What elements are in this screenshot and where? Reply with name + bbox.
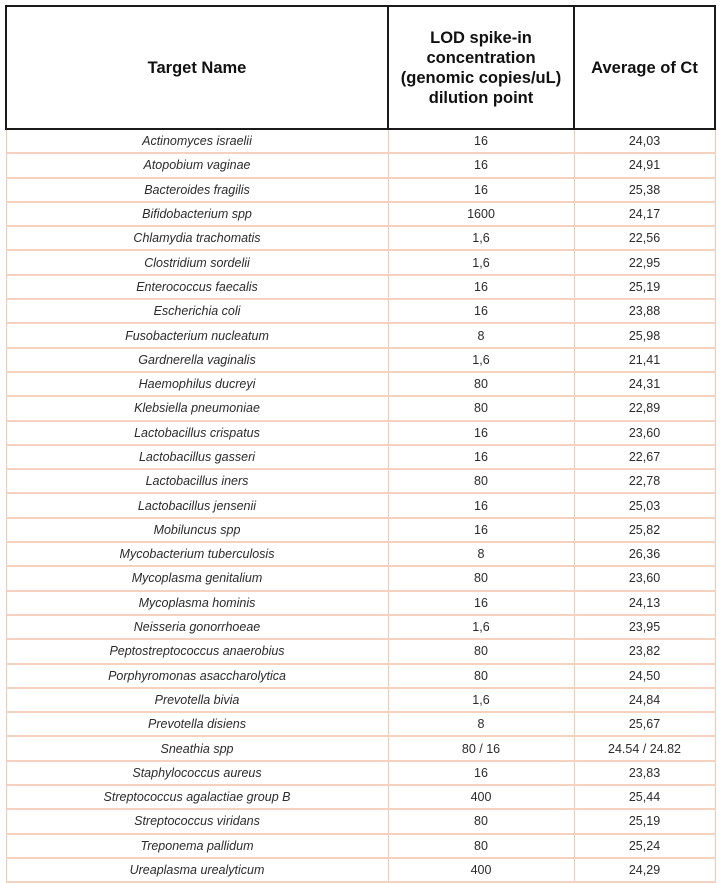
table-row bbox=[6, 396, 715, 420]
lod-value-cell: 16 bbox=[388, 178, 574, 202]
average-ct-cell: 24.54 / 24.82 bbox=[574, 736, 715, 760]
target-name-cell: Mobiluncus spp bbox=[6, 518, 388, 542]
average-ct-cell: 21,41 bbox=[574, 348, 715, 372]
table-row bbox=[6, 688, 715, 712]
target-name-cell: Staphylococcus aureus bbox=[6, 761, 388, 785]
target-name-cell: Lactobacillus jensenii bbox=[6, 493, 388, 517]
header-row bbox=[6, 6, 715, 129]
target-name-cell: Porphyromonas asaccharolytica bbox=[6, 664, 388, 688]
target-name-cell: Escherichia coli bbox=[6, 299, 388, 323]
average-ct-cell: 22,78 bbox=[574, 469, 715, 493]
average-ct-cell: 24,31 bbox=[574, 372, 715, 396]
lod-value-cell: 80 bbox=[388, 469, 574, 493]
average-ct-cell: 25,82 bbox=[574, 518, 715, 542]
target-name-cell: Klebsiella pneumoniae bbox=[6, 396, 388, 420]
target-name-cell: Haemophilus ducreyi bbox=[6, 372, 388, 396]
table-row bbox=[6, 664, 715, 688]
average-ct-cell: 22,56 bbox=[574, 226, 715, 250]
average-ct-cell: 22,89 bbox=[574, 396, 715, 420]
lod-value-cell: 16 bbox=[388, 591, 574, 615]
table-row bbox=[6, 178, 715, 202]
table-row bbox=[6, 226, 715, 250]
table-row bbox=[6, 809, 715, 833]
lod-value-cell: 16 bbox=[388, 153, 574, 177]
average-ct-cell: 23,82 bbox=[574, 639, 715, 663]
lod-value-cell: 8 bbox=[388, 712, 574, 736]
table-row bbox=[6, 736, 715, 760]
table-row bbox=[6, 372, 715, 396]
target-name-cell: Mycoplasma hominis bbox=[6, 591, 388, 615]
table-header bbox=[6, 6, 715, 129]
table-row bbox=[6, 202, 715, 226]
target-name-cell: Ureaplasma urealyticum bbox=[6, 858, 388, 882]
lod-value-cell: 1,6 bbox=[388, 688, 574, 712]
average-ct-cell: 23,83 bbox=[574, 761, 715, 785]
table-body bbox=[6, 129, 715, 882]
table-row bbox=[6, 250, 715, 274]
lod-value-cell: 16 bbox=[388, 299, 574, 323]
average-ct-cell: 25,24 bbox=[574, 834, 715, 858]
average-ct-cell: 25,19 bbox=[574, 275, 715, 299]
table-row bbox=[6, 469, 715, 493]
lod-value-cell: 400 bbox=[388, 858, 574, 882]
average-ct-cell: 25,38 bbox=[574, 178, 715, 202]
target-name-cell: Neisseria gonorrhoeae bbox=[6, 615, 388, 639]
average-ct-cell: 25,44 bbox=[574, 785, 715, 809]
table-row bbox=[6, 858, 715, 882]
header-lod-concentration: LOD spike-in concentration (genomic copies/uL) dilution point bbox=[388, 6, 574, 129]
table-row bbox=[6, 299, 715, 323]
average-ct-cell: 24,29 bbox=[574, 858, 715, 882]
target-name-cell: Clostridium sordelii bbox=[6, 250, 388, 274]
table-row bbox=[6, 712, 715, 736]
average-ct-cell: 24,50 bbox=[574, 664, 715, 688]
average-ct-cell: 24,03 bbox=[574, 129, 715, 153]
average-ct-cell: 23,88 bbox=[574, 299, 715, 323]
lod-value-cell: 1600 bbox=[388, 202, 574, 226]
average-ct-cell: 23,95 bbox=[574, 615, 715, 639]
average-ct-cell: 25,98 bbox=[574, 323, 715, 347]
table-row bbox=[6, 785, 715, 809]
target-name-cell: Lactobacillus iners bbox=[6, 469, 388, 493]
table-row bbox=[6, 761, 715, 785]
lod-value-cell: 16 bbox=[388, 518, 574, 542]
lod-value-cell: 80 bbox=[388, 396, 574, 420]
average-ct-cell: 24,13 bbox=[574, 591, 715, 615]
table-row bbox=[6, 591, 715, 615]
average-ct-cell: 24,91 bbox=[574, 153, 715, 177]
table-row bbox=[6, 615, 715, 639]
lod-value-cell: 80 bbox=[388, 372, 574, 396]
target-name-cell: Enterococcus faecalis bbox=[6, 275, 388, 299]
lod-value-cell: 1,6 bbox=[388, 615, 574, 639]
target-name-cell: Treponema pallidum bbox=[6, 834, 388, 858]
lod-value-cell: 8 bbox=[388, 542, 574, 566]
average-ct-cell: 24,84 bbox=[574, 688, 715, 712]
table-row bbox=[6, 542, 715, 566]
target-name-cell: Chlamydia trachomatis bbox=[6, 226, 388, 250]
target-name-cell: Actinomyces israelii bbox=[6, 129, 388, 153]
target-name-cell: Atopobium vaginae bbox=[6, 153, 388, 177]
lod-value-cell: 80 bbox=[388, 809, 574, 833]
average-ct-cell: 22,67 bbox=[574, 445, 715, 469]
lod-value-cell: 8 bbox=[388, 323, 574, 347]
lod-value-cell: 80 bbox=[388, 664, 574, 688]
target-name-cell: Bifidobacterium spp bbox=[6, 202, 388, 226]
target-name-cell: Prevotella bivia bbox=[6, 688, 388, 712]
target-name-cell: Streptococcus agalactiae group B bbox=[6, 785, 388, 809]
lod-value-cell: 1,6 bbox=[388, 226, 574, 250]
header-average-ct: Average of Ct bbox=[574, 6, 715, 129]
target-name-cell: Lactobacillus gasseri bbox=[6, 445, 388, 469]
lod-value-cell: 16 bbox=[388, 275, 574, 299]
table-row bbox=[6, 275, 715, 299]
header-target-name: Target Name bbox=[6, 6, 388, 129]
table-row bbox=[6, 493, 715, 517]
lod-value-cell: 16 bbox=[388, 421, 574, 445]
lod-value-cell: 1,6 bbox=[388, 348, 574, 372]
lod-value-cell: 16 bbox=[388, 493, 574, 517]
table-row bbox=[6, 639, 715, 663]
table-row bbox=[6, 445, 715, 469]
lod-value-cell: 80 bbox=[388, 639, 574, 663]
lod-results-table bbox=[5, 5, 716, 883]
table-row bbox=[6, 129, 715, 153]
lod-value-cell: 80 / 16 bbox=[388, 736, 574, 760]
target-name-cell: Lactobacillus crispatus bbox=[6, 421, 388, 445]
target-name-cell: Peptostreptococcus anaerobius bbox=[6, 639, 388, 663]
table-row bbox=[6, 518, 715, 542]
lod-value-cell: 16 bbox=[388, 761, 574, 785]
table-row bbox=[6, 566, 715, 590]
lod-value-cell: 400 bbox=[388, 785, 574, 809]
table-row bbox=[6, 323, 715, 347]
target-name-cell: Fusobacterium nucleatum bbox=[6, 323, 388, 347]
target-name-cell: Prevotella disiens bbox=[6, 712, 388, 736]
average-ct-cell: 24,17 bbox=[574, 202, 715, 226]
target-name-cell: Sneathia spp bbox=[6, 736, 388, 760]
lod-value-cell: 80 bbox=[388, 566, 574, 590]
table-row bbox=[6, 421, 715, 445]
average-ct-cell: 23,60 bbox=[574, 421, 715, 445]
target-name-cell: Streptococcus viridans bbox=[6, 809, 388, 833]
lod-value-cell: 16 bbox=[388, 445, 574, 469]
average-ct-cell: 22,95 bbox=[574, 250, 715, 274]
target-name-cell: Gardnerella vaginalis bbox=[6, 348, 388, 372]
table-row bbox=[6, 153, 715, 177]
average-ct-cell: 23,60 bbox=[574, 566, 715, 590]
table-row bbox=[6, 834, 715, 858]
average-ct-cell: 25,03 bbox=[574, 493, 715, 517]
average-ct-cell: 25,19 bbox=[574, 809, 715, 833]
lod-value-cell: 80 bbox=[388, 834, 574, 858]
target-name-cell: Mycoplasma genitalium bbox=[6, 566, 388, 590]
average-ct-cell: 26,36 bbox=[574, 542, 715, 566]
target-name-cell: Mycobacterium tuberculosis bbox=[6, 542, 388, 566]
average-ct-cell: 25,67 bbox=[574, 712, 715, 736]
lod-value-cell: 1,6 bbox=[388, 250, 574, 274]
lod-value-cell: 16 bbox=[388, 129, 574, 153]
table-row bbox=[6, 348, 715, 372]
target-name-cell: Bacteroides fragilis bbox=[6, 178, 388, 202]
